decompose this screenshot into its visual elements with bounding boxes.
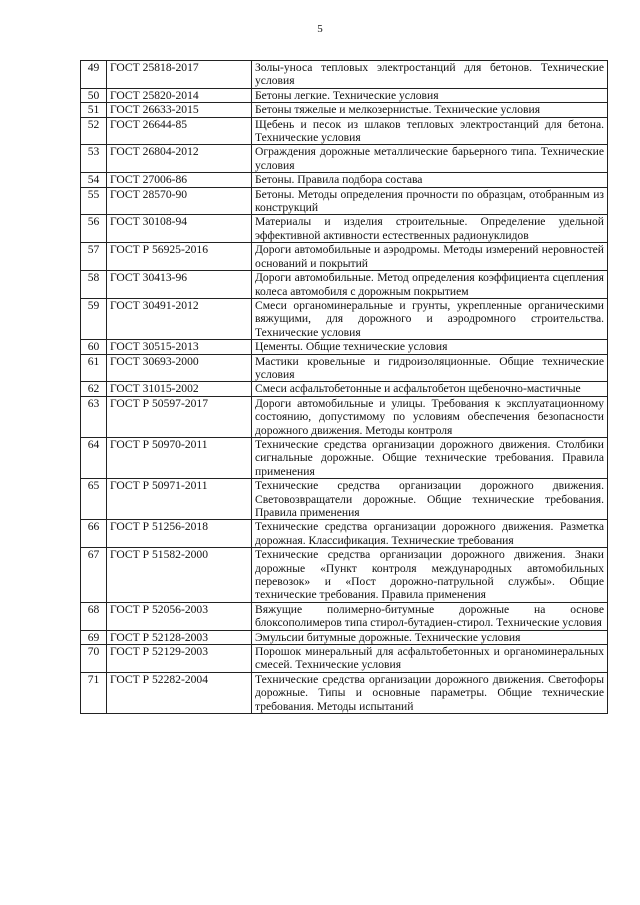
row-number: 60: [81, 340, 107, 354]
table-row: [81, 173, 608, 187]
standard-title: Технические средства организации дорожного движения. Знаки дорожные «Пункт контроля международных автомобильных перевозок» и «Пост дорожно-патрульной службы». Общие технические требования. Правила применения: [252, 548, 608, 603]
standard-title: Технические средства организации дорожного движения. Столбики сигнальные дорожные. Общие технические требования. Правила применения: [252, 437, 608, 478]
standard-title: Мастики кровельные и гидроизоляционные. Общие технические условия: [252, 354, 608, 382]
table-row: [81, 298, 608, 339]
table-row: [81, 645, 608, 673]
standard-code: ГОСТ Р 52282-2004: [107, 672, 252, 713]
standard-code: ГОСТ Р 51256-2018: [107, 520, 252, 548]
standards-table: [80, 60, 608, 714]
table-row: [81, 602, 608, 630]
standard-code: ГОСТ 25820-2014: [107, 88, 252, 102]
standard-code: ГОСТ 30693-2000: [107, 354, 252, 382]
table-row: [81, 187, 608, 215]
table-row: [81, 103, 608, 117]
row-number: 50: [81, 88, 107, 102]
standard-title: Технические средства организации дорожного движения. Световозвращатели дорожные. Общие технические требования. Правила применения: [252, 479, 608, 520]
standard-code: ГОСТ Р 51582-2000: [107, 548, 252, 603]
table-row: [81, 382, 608, 396]
standard-title: Вяжущие полимерно-битумные дорожные на основе блоксополимеров типа стирол-бутадиен-стирол. Технические условия: [252, 602, 608, 630]
table-row: [81, 354, 608, 382]
standard-title: Технические средства организации дорожного движения. Светофоры дорожные. Типы и основные параметры. Общие технические требования. Методы испытаний: [252, 672, 608, 713]
standard-title: Материалы и изделия строительные. Определение удельной эффективной активности естественных радионуклидов: [252, 215, 608, 243]
table-row: [81, 437, 608, 478]
row-number: 64: [81, 437, 107, 478]
page-number: 5: [317, 23, 323, 35]
standard-code: ГОСТ Р 50970-2011: [107, 437, 252, 478]
standard-title: Технические средства организации дорожного движения. Разметка дорожная. Классификация. Технические требования: [252, 520, 608, 548]
row-number: 55: [81, 187, 107, 215]
row-number: 54: [81, 173, 107, 187]
row-number: 65: [81, 479, 107, 520]
standard-title: Смеси асфальтобетонные и асфальтобетон щебеночно-мастичные: [252, 382, 608, 396]
row-number: 68: [81, 602, 107, 630]
standard-title: Щебень и песок из шлаков тепловых электростанций для бетона. Технические условия: [252, 117, 608, 145]
table-row: [81, 396, 608, 437]
row-number: 52: [81, 117, 107, 145]
standard-code: ГОСТ 31015-2002: [107, 382, 252, 396]
table-row: [81, 548, 608, 603]
row-number: 66: [81, 520, 107, 548]
standard-code: ГОСТ Р 56925-2016: [107, 243, 252, 271]
table-row: [81, 88, 608, 102]
row-number: 63: [81, 396, 107, 437]
row-number: 49: [81, 61, 107, 89]
row-number: 70: [81, 645, 107, 673]
table-row: [81, 61, 608, 89]
table-row: [81, 479, 608, 520]
standard-code: ГОСТ 30413-96: [107, 271, 252, 299]
table-row: [81, 271, 608, 299]
table-row: [81, 520, 608, 548]
row-number: 59: [81, 298, 107, 339]
standard-title: Дороги автомобильные. Метод определения коэффициента сцепления колеса автомобиля с дорожным покрытием: [252, 271, 608, 299]
row-number: 69: [81, 630, 107, 644]
row-number: 57: [81, 243, 107, 271]
standard-title: Дороги автомобильные и аэродромы. Методы измерений неровностей оснований и покрытий: [252, 243, 608, 271]
standard-title: Золы-уноса тепловых электростанций для бетонов. Технические условия: [252, 61, 608, 89]
row-number: 61: [81, 354, 107, 382]
standard-code: ГОСТ 30515-2013: [107, 340, 252, 354]
row-number: 58: [81, 271, 107, 299]
row-number: 62: [81, 382, 107, 396]
standard-code: ГОСТ 25818-2017: [107, 61, 252, 89]
standard-title: Порошок минеральный для асфальтобетонных и органоминеральных смесей. Технические условия: [252, 645, 608, 673]
standard-title: Цементы. Общие технические условия: [252, 340, 608, 354]
standard-title: Дороги автомобильные и улицы. Требования к эксплуатационному состоянию, допустимому по условиям обеспечения безопасности дорожного движения. Методы контроля: [252, 396, 608, 437]
table-row: [81, 672, 608, 713]
row-number: 53: [81, 145, 107, 173]
standard-code: ГОСТ 28570-90: [107, 187, 252, 215]
standard-code: ГОСТ 30491-2012: [107, 298, 252, 339]
standards-table-body: [81, 61, 608, 714]
standard-title: Эмульсии битумные дорожные. Технические условия: [252, 630, 608, 644]
standard-code: ГОСТ Р 50597-2017: [107, 396, 252, 437]
standard-code: ГОСТ 26633-2015: [107, 103, 252, 117]
standard-title: Бетоны. Правила подбора состава: [252, 173, 608, 187]
standard-code: ГОСТ 26644-85: [107, 117, 252, 145]
table-row: [81, 145, 608, 173]
standard-code: ГОСТ 27006-86: [107, 173, 252, 187]
standard-code: ГОСТ 30108-94: [107, 215, 252, 243]
standard-code: ГОСТ 26804-2012: [107, 145, 252, 173]
table-row: [81, 215, 608, 243]
standard-title: Бетоны тяжелые и мелкозернистые. Технические условия: [252, 103, 608, 117]
row-number: 51: [81, 103, 107, 117]
standard-code: ГОСТ Р 52129-2003: [107, 645, 252, 673]
table-row: [81, 630, 608, 644]
standard-code: ГОСТ Р 50971-2011: [107, 479, 252, 520]
standard-title: Ограждения дорожные металлические барьерного типа. Технические условия: [252, 145, 608, 173]
standard-code: ГОСТ Р 52056-2003: [107, 602, 252, 630]
standard-title: Бетоны. Методы определения прочности по образцам, отобранным из конструкций: [252, 187, 608, 215]
row-number: 56: [81, 215, 107, 243]
standard-code: ГОСТ Р 52128-2003: [107, 630, 252, 644]
standard-title: Смеси органоминеральные и грунты, укрепленные органическими вяжущими, для дорожного и аэродромного строительства. Технические условия: [252, 298, 608, 339]
table-row: [81, 340, 608, 354]
row-number: 67: [81, 548, 107, 603]
row-number: 71: [81, 672, 107, 713]
standard-title: Бетоны легкие. Технические условия: [252, 88, 608, 102]
table-row: [81, 117, 608, 145]
table-row: [81, 243, 608, 271]
